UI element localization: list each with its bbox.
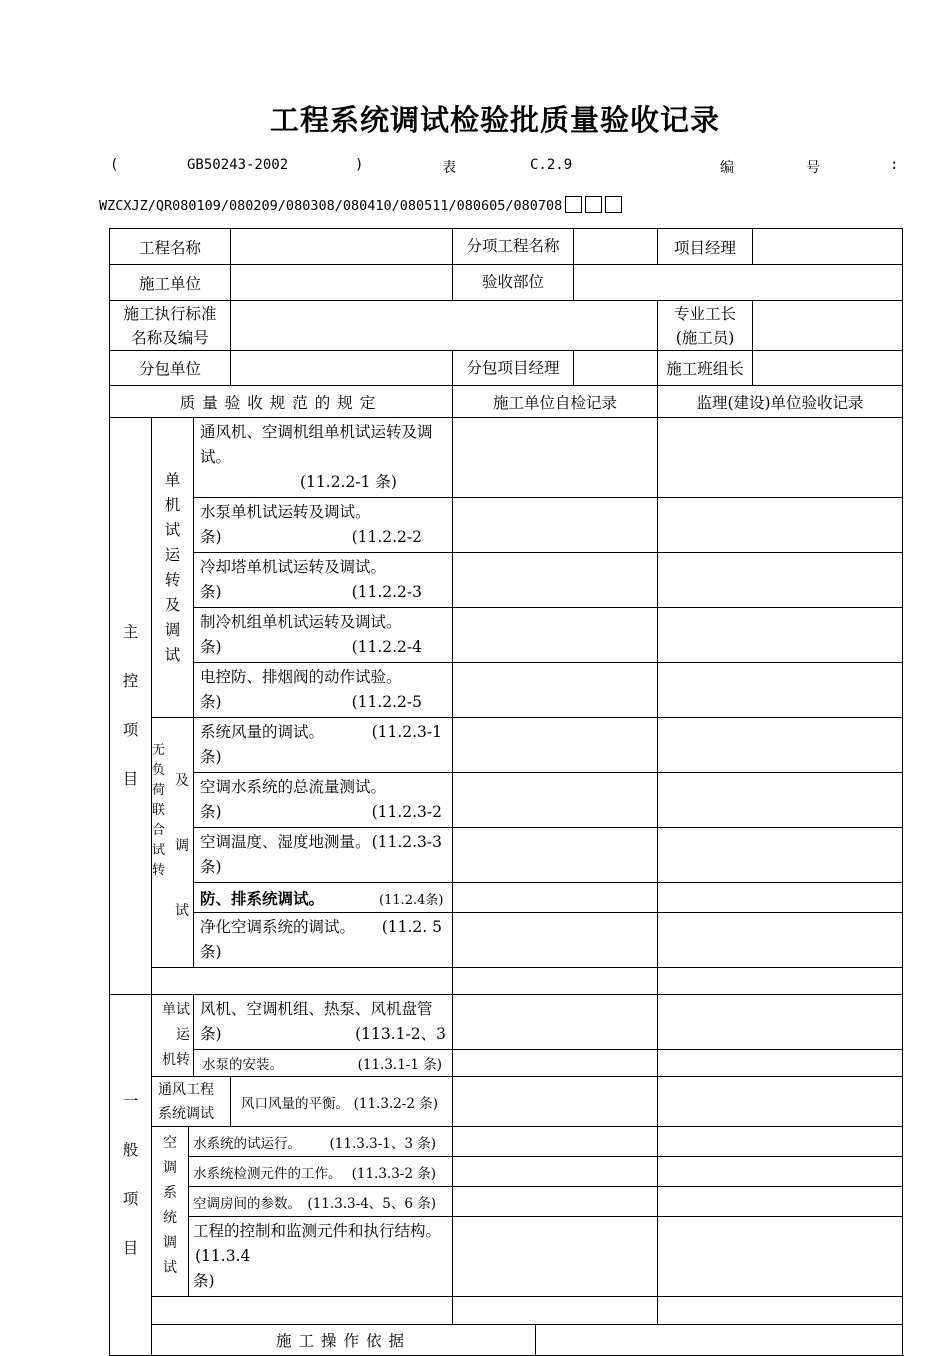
self-check-cell[interactable]: [453, 828, 658, 883]
self-check-cell[interactable]: [453, 1050, 658, 1077]
supervision-cell[interactable]: [658, 968, 903, 995]
main-item-row: 电控防、排烟阀的动作试验。 (11.2.2-5 条): [194, 663, 453, 718]
team-leader-value[interactable]: [753, 351, 903, 386]
acceptance-table: [109, 228, 903, 1356]
main-item-row: 防、排系统调试。 (11.2.4条): [194, 883, 453, 913]
self-check-column-header: 施工单位自检记录: [453, 386, 658, 418]
self-check-cell[interactable]: [453, 718, 658, 773]
supervision-cell[interactable]: [658, 1187, 903, 1217]
main-item-row: 水泵单机试运转及调试。 (11.2.2-2 条): [194, 498, 453, 553]
main-item-row: 系统风量的调试。 (11.2.3-1 条): [194, 718, 453, 773]
supervision-column-header: 监理(建设)单位验收记录: [658, 386, 903, 418]
sub-project-name-value[interactable]: [574, 229, 657, 264]
main-item-row: 冷却塔单机试运转及调试。 (11.2.2-3 条): [194, 553, 453, 608]
self-check-cell[interactable]: [453, 883, 658, 913]
project-manager-label: 项目经理: [658, 229, 753, 265]
spec-column-header: 质量验收规范的规定: [110, 386, 453, 418]
project-name-value[interactable]: [231, 229, 453, 265]
self-check-cell[interactable]: [453, 1297, 658, 1325]
self-check-cell[interactable]: [453, 1157, 658, 1187]
supervision-cell[interactable]: [658, 1127, 903, 1157]
general-item-row: 风机、空调机组、热泵、风机盘管 (113.1-2、3 条): [194, 995, 453, 1050]
supervision-cell[interactable]: [658, 418, 903, 498]
self-check-cell[interactable]: [453, 1127, 658, 1157]
standard-label: [110, 301, 231, 351]
supervision-cell[interactable]: [658, 773, 903, 828]
record-code: [99, 196, 622, 214]
self-check-cell[interactable]: [453, 418, 658, 498]
self-check-cell[interactable]: [453, 1217, 658, 1297]
foreman-label: [658, 301, 753, 351]
code-label-1: 编: [720, 160, 734, 176]
main-item-row: 净化空调系统的调试。 (11.2. 5 条): [194, 913, 453, 968]
supervision-cell[interactable]: [658, 553, 903, 608]
supervision-cell[interactable]: [658, 663, 903, 718]
subcontractor-value[interactable]: [231, 351, 453, 386]
supervision-cell[interactable]: [658, 1050, 903, 1077]
project-manager-value[interactable]: [753, 229, 903, 265]
subcontractor-label: 分包单位: [110, 351, 231, 386]
colon: :: [890, 157, 899, 173]
sub-manager-group: [453, 351, 658, 386]
supervision-cell[interactable]: [658, 883, 903, 913]
ac-system-label: 空 调 系 统 调 试: [152, 1127, 189, 1297]
construction-unit-value[interactable]: [231, 265, 453, 301]
self-check-cell[interactable]: [453, 1077, 658, 1127]
general-items-label: 一 般 项 目: [110, 995, 152, 1356]
supervision-cell[interactable]: [658, 913, 903, 968]
supervision-cell[interactable]: [658, 995, 903, 1050]
self-check-cell[interactable]: [453, 913, 658, 968]
standard-label-line1: 施工执行标准: [123, 304, 217, 323]
acceptance-part-group: [453, 265, 903, 301]
general-item-row: 水泵的安装。 (11.3.1-1 条): [194, 1050, 453, 1077]
foreman-label-line1: 专业工长: [674, 304, 737, 323]
acceptance-part-value[interactable]: [574, 265, 902, 300]
sub-project-name-label: 分项工程名称: [453, 229, 574, 264]
supervision-cell[interactable]: [658, 498, 903, 553]
general-item-row: 空调房间的参数。 (11.3.3-4、5、6 条): [189, 1187, 453, 1217]
supervision-cell[interactable]: [658, 828, 903, 883]
standard-value[interactable]: [231, 301, 658, 351]
main-items-label: 主 控 项 目: [110, 418, 152, 995]
self-check-cell[interactable]: [453, 663, 658, 718]
operation-basis-value[interactable]: [536, 1325, 903, 1356]
self-check-cell[interactable]: [453, 773, 658, 828]
checkbox-3[interactable]: [605, 196, 622, 213]
paren-open: (: [110, 157, 119, 173]
main-item-row: 通风机、空调机组单机试运转及调试。 (11.2.2-1 条): [194, 418, 453, 498]
main-empty-row[interactable]: [152, 968, 453, 995]
page-title: 工程系统调试检验批质量验收记录: [269, 103, 720, 137]
self-check-cell[interactable]: [453, 608, 658, 663]
general-item-row: 水系统的试运行。 (11.3.3-1、3 条): [189, 1127, 453, 1157]
standard-label-line2: 名称及编号: [131, 328, 209, 347]
construction-unit-label: 施工单位: [110, 265, 231, 301]
acceptance-part-label: 验收部位: [453, 265, 574, 300]
self-check-cell[interactable]: [453, 968, 658, 995]
supervision-cell[interactable]: [658, 1157, 903, 1187]
single-machine-label: 单 机 试 运 转 及 调 试: [152, 418, 194, 718]
main-item-row: 空调温度、湿度地测量。 (11.2.3-3 条): [194, 828, 453, 883]
self-check-cell[interactable]: [453, 498, 658, 553]
main-item-row: 制冷机组单机试运转及调试。 (11.2.2-4 条): [194, 608, 453, 663]
paren-close: ): [355, 157, 364, 173]
self-check-cell[interactable]: [453, 1187, 658, 1217]
general-item-row: 工程的控制和监测元件和执行结构。(11.3.4 条): [189, 1217, 453, 1297]
supervision-cell[interactable]: [658, 608, 903, 663]
general-item-row: 风口风量的平衡。 (11.3.2-2 条): [231, 1077, 453, 1127]
self-check-cell[interactable]: [453, 553, 658, 608]
supervision-cell[interactable]: [658, 1217, 903, 1297]
checkbox-2[interactable]: [585, 196, 602, 213]
self-check-cell[interactable]: [453, 995, 658, 1050]
foreman-value[interactable]: [753, 301, 903, 351]
table-number: C.2.9: [530, 157, 573, 173]
table-label: 表: [442, 160, 456, 176]
foreman-label-line2: (施工员): [675, 328, 735, 347]
project-name-label: 工程名称: [110, 229, 231, 265]
supervision-cell[interactable]: [658, 1077, 903, 1127]
main-item-row: 空调水系统的总流量测试。 (11.2.3-2 条): [194, 773, 453, 828]
general-item-row: 水系统检测元件的工作。 (11.3.3-2 条): [189, 1157, 453, 1187]
single-run-label: 单试 运 机转: [152, 995, 194, 1077]
record-code-text: WZCXJZ/QR080109/080209/080308/080410/080511/080605/080708: [99, 198, 563, 214]
standard-code: GB50243-2002: [187, 157, 289, 173]
general-empty-row[interactable]: [152, 1297, 453, 1325]
ventilation-label: 通风工程 系统调试: [152, 1077, 231, 1127]
joint-test-label: 无 负 荷 联 合 试 转 及 调 试: [152, 718, 194, 968]
supervision-cell[interactable]: [658, 718, 903, 773]
supervision-cell[interactable]: [658, 1297, 903, 1325]
sub-manager-label: 分包项目经理: [453, 351, 574, 385]
team-leader-label: 施工班组长: [658, 351, 753, 386]
sub-project-group: [453, 229, 658, 265]
checkbox-1[interactable]: [565, 196, 582, 213]
code-label-2: 号: [806, 160, 820, 176]
sub-manager-value[interactable]: [574, 351, 657, 385]
operation-basis-label: 施工操作依据: [152, 1325, 536, 1356]
